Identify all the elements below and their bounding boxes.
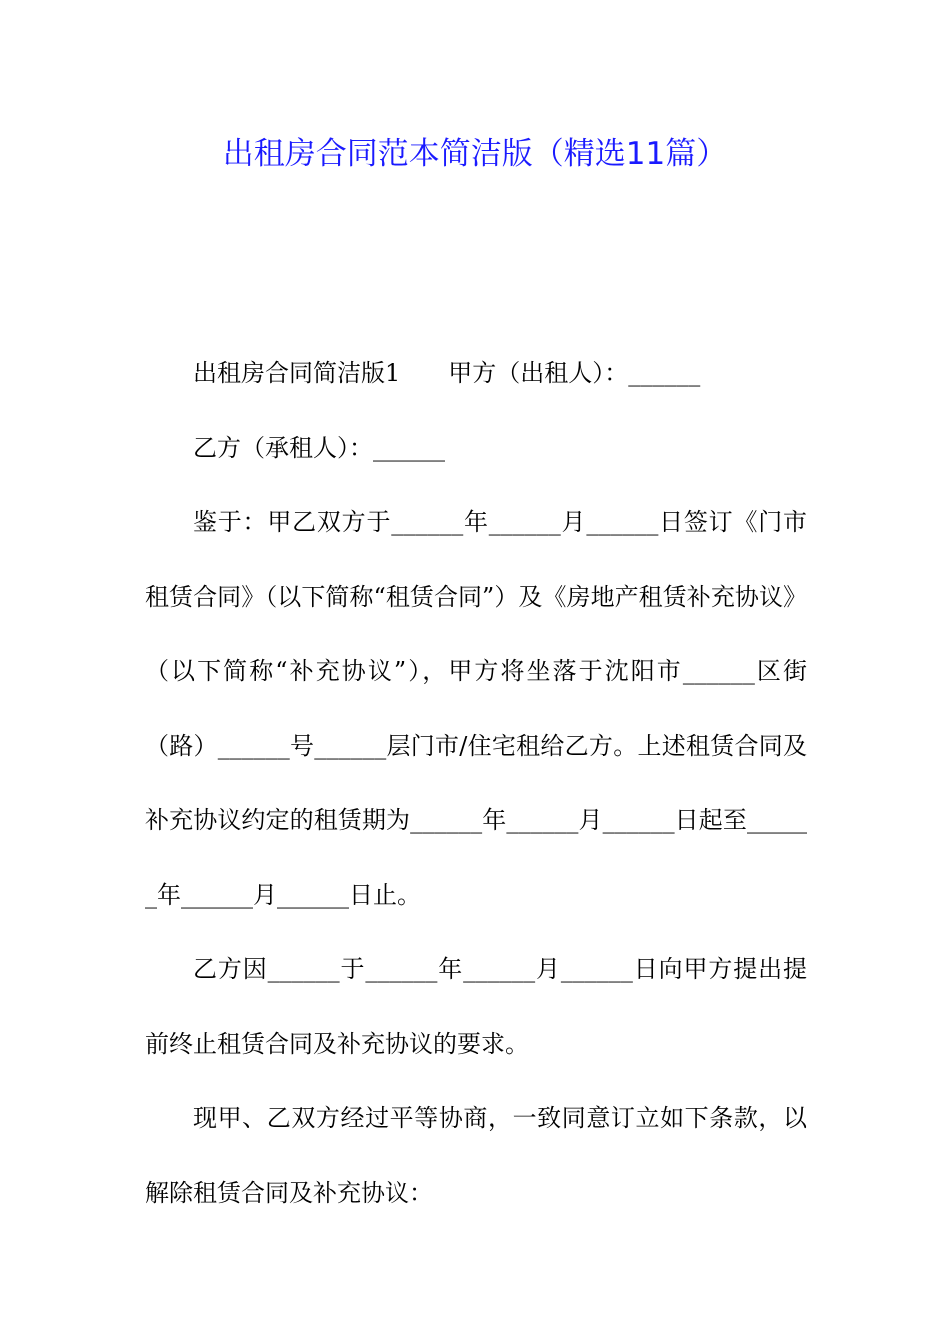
party-b-paragraph: 乙方（承租人）：______ [193, 433, 445, 462]
section-first-line [145, 336, 807, 411]
document-title: 出租房合同范本简洁版（精选11篇） [222, 136, 728, 172]
document-body [145, 336, 807, 1230]
termination-request-paragraph: 乙方因______于______年______月______日向甲方提出提前终止租赁合同及补充协议的要求。 [145, 955, 807, 1058]
background-paragraph: 鉴于：甲乙双方于______年______月______日签订《门市租赁合同》（以下简称“租赁合同”）及《房地产租赁补充协议》（以下简称“补充协议”），甲方将坐落于沈阳市______区街（路）______号______层门市/住宅租给乙方。上述租赁合同及补充协议约定的租赁期为______年______月______日起至______年______月______日止。 [145, 508, 807, 909]
agreement-intro-paragraph: 现甲、乙双方经过平等协商，一致同意订立如下条款，以解除租赁合同及补充协议： [145, 1104, 807, 1207]
party-a-line: 甲方（出租人）：______ [448, 359, 701, 387]
section-heading: 出租房合同简洁版1 [193, 359, 401, 387]
